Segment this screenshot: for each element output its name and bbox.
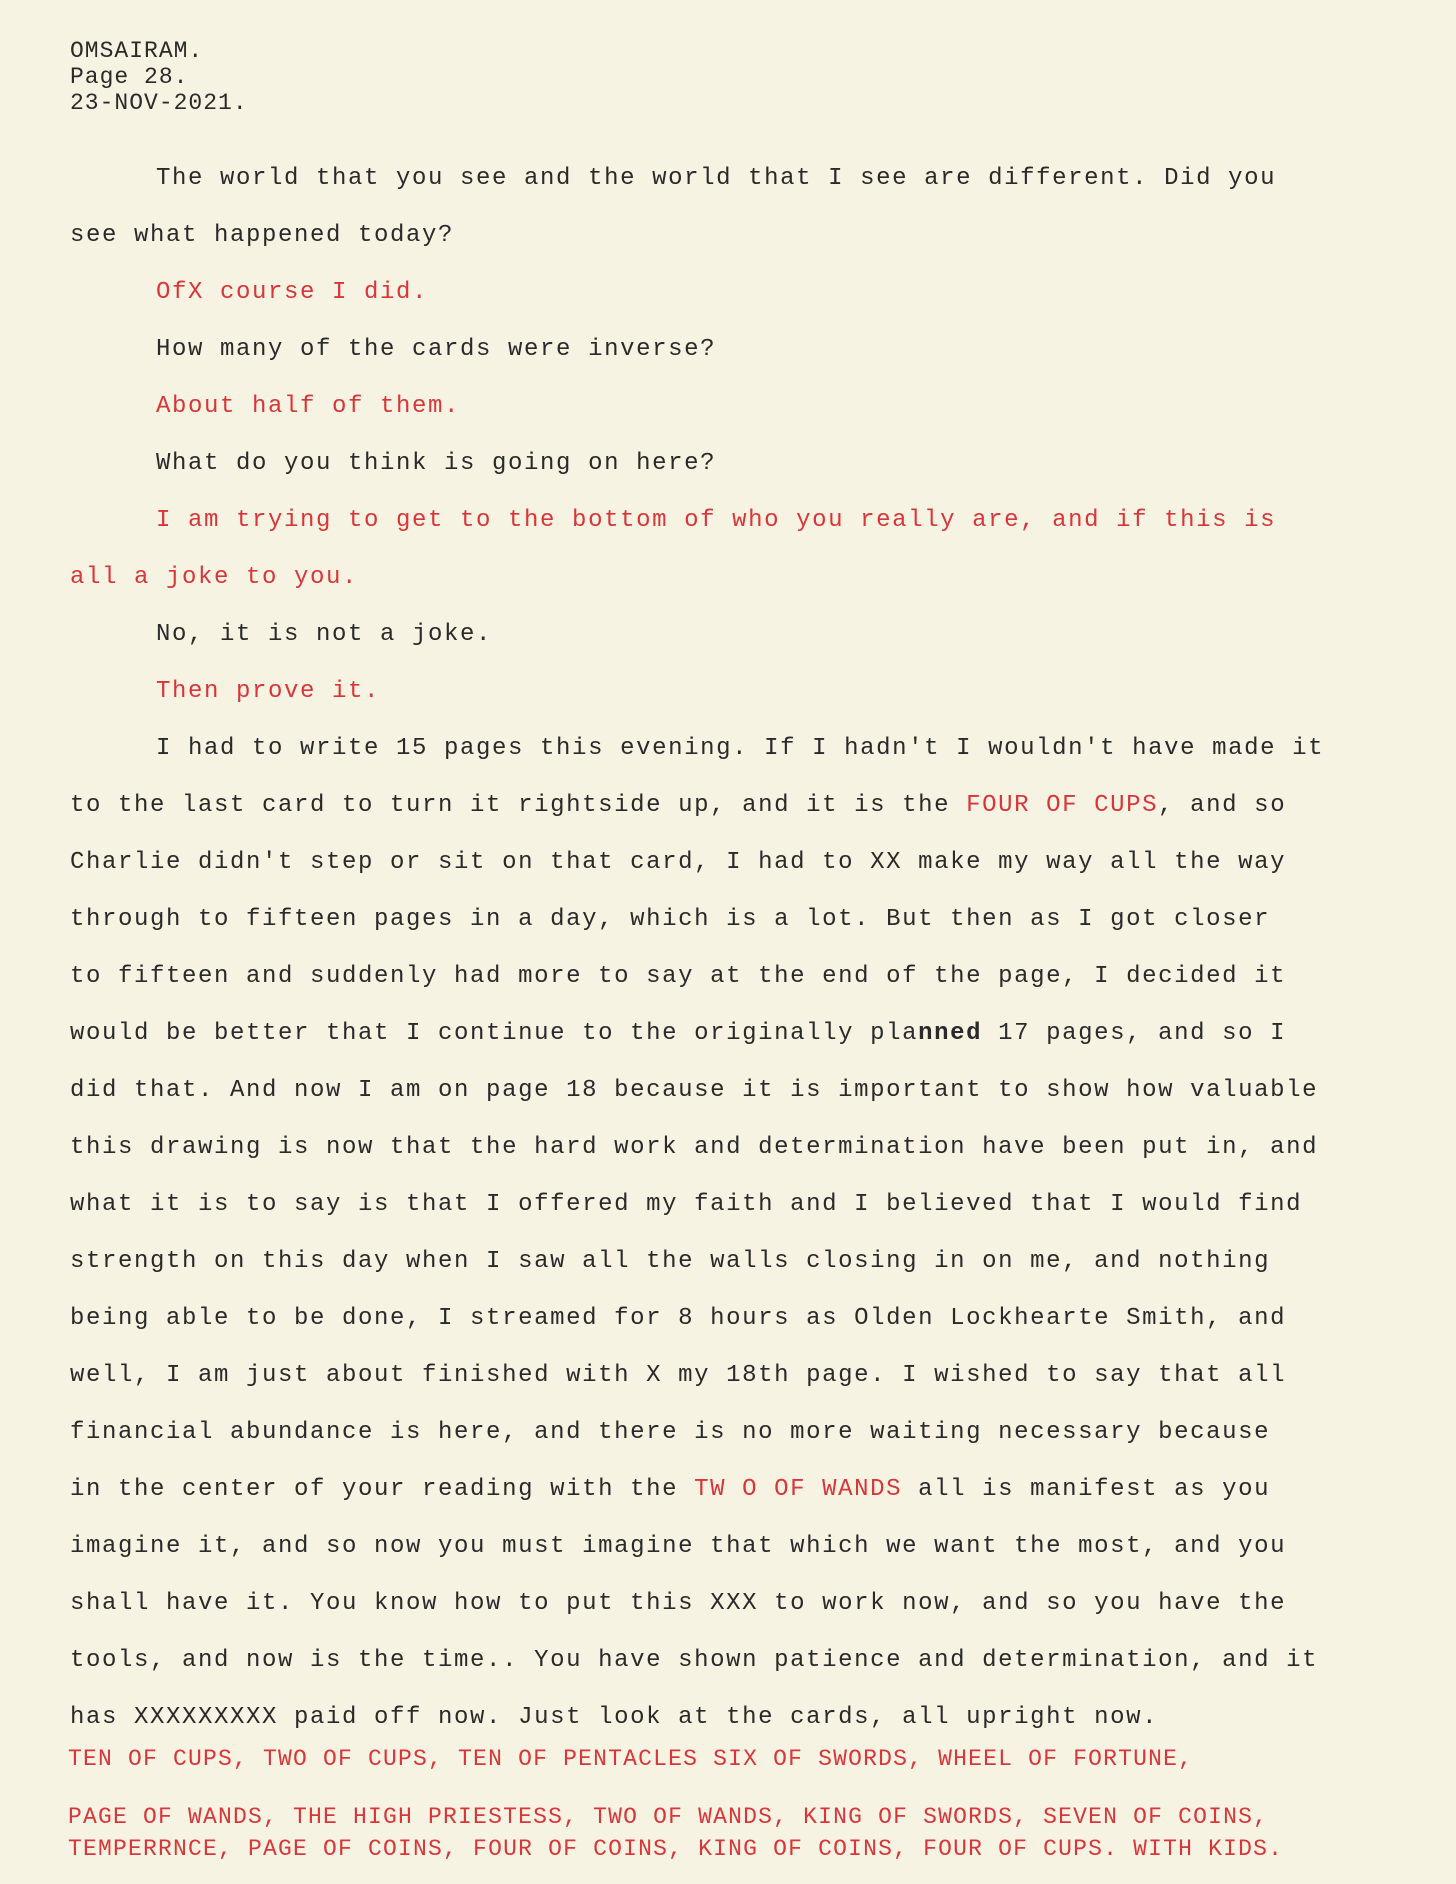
body-line: strength on this day when I saw all the walls closing in on me, and nothing (70, 1248, 1271, 1275)
body-line: to fifteen and suddenly had more to say at the end of the page, I decided it (70, 963, 1287, 990)
body-line: What do you think is going on here? (156, 450, 717, 477)
body-line: this drawing is now that the hard work and determination have been put in, and (70, 1134, 1319, 1161)
body-line: I had to write 15 pages this evening. If I hadn't I wouldn't have made it (156, 735, 1325, 762)
body-line (70, 777, 1420, 834)
body-line: well, I am just about finished with X my 18th page. I wished to say that all (70, 1362, 1287, 1389)
card-name-red: TW O OF WANDS (694, 1476, 903, 1503)
body-line: shall have it. You know how to put this XXX to work now, and so you have the (70, 1590, 1287, 1617)
card-list-line-3: TEMPERRNCE, PAGE OF COINS, FOUR OF COINS, KING OF COINS, FOUR OF CUPS. WITH KIDS. (68, 1836, 1284, 1862)
card-list-line-1: TEN OF CUPS, TWO OF CUPS, TEN OF PENTACLES SIX OF SWORDS, WHEEL OF FORTUNE, (68, 1746, 1194, 1772)
body-line: being able to be done, I streamed for 8 hours as Olden Lockhearte Smith, and (70, 1305, 1287, 1332)
body-line: through to fifteen pages in a day, which is a lot. But then as I got closer (70, 906, 1271, 933)
card-list-line-2: PAGE OF WANDS, THE HIGH PRIESTESS, TWO OF WANDS, KING OF SWORDS, SEVEN OF COINS, (68, 1804, 1269, 1830)
text-span: would be better that I continue to the originally pla (70, 1020, 919, 1047)
header-line-omsairam: OMSAIRAM. (70, 38, 204, 64)
page-header (70, 38, 248, 116)
text-span-bold: nned (918, 1020, 983, 1047)
body-line-red: I am trying to get to the bottom of who you really are, and if this is (156, 507, 1277, 534)
body-line (70, 1461, 1420, 1518)
body-line-red: About half of them. (156, 393, 461, 420)
body-line: what it is to say is that I offered my faith and I believed that I would find (70, 1191, 1303, 1218)
header-line-page-number: Page 28. (70, 64, 189, 90)
text-span: in the center of your reading with the (70, 1476, 695, 1503)
body-line: see what happened today? (70, 222, 455, 249)
text-span: all is manifest as you (902, 1476, 1271, 1503)
body-line: How many of the cards were inverse? (156, 336, 717, 363)
body-line-red: OfX course I did. (156, 279, 429, 306)
page-body (70, 150, 1420, 1746)
body-line: tools, and now is the time.. You have shown patience and determination, and it (70, 1647, 1319, 1674)
body-line: financial abundance is here, and there is no more waiting necessary because (70, 1419, 1271, 1446)
body-line (70, 1005, 1420, 1062)
body-line: The world that you see and the world that I see are different. Did you (156, 165, 1277, 192)
body-line-red: all a joke to you. (70, 564, 359, 591)
body-line: did that. And now I am on page 18 because it is important to show how valuable (70, 1077, 1319, 1104)
header-line-date: 23-NOV-2021. (70, 90, 248, 116)
body-line: imagine it, and so now you must imagine that which we want the most, and you (70, 1533, 1287, 1560)
text-span: , and so (1158, 792, 1287, 819)
card-name-red: FOUR OF CUPS (966, 792, 1159, 819)
body-line-red: Then prove it. (156, 678, 381, 705)
body-line: has XXXXXXXXX paid off now. Just look at the cards, all upright now. (70, 1704, 1159, 1731)
text-span: to the last card to turn it rightside up, and it is the (70, 792, 967, 819)
body-line: No, it is not a joke. (156, 621, 493, 648)
body-line: Charlie didn't step or sit on that card, I had to XX make my way all the way (70, 849, 1287, 876)
text-span: 17 pages, and so I (982, 1020, 1287, 1047)
